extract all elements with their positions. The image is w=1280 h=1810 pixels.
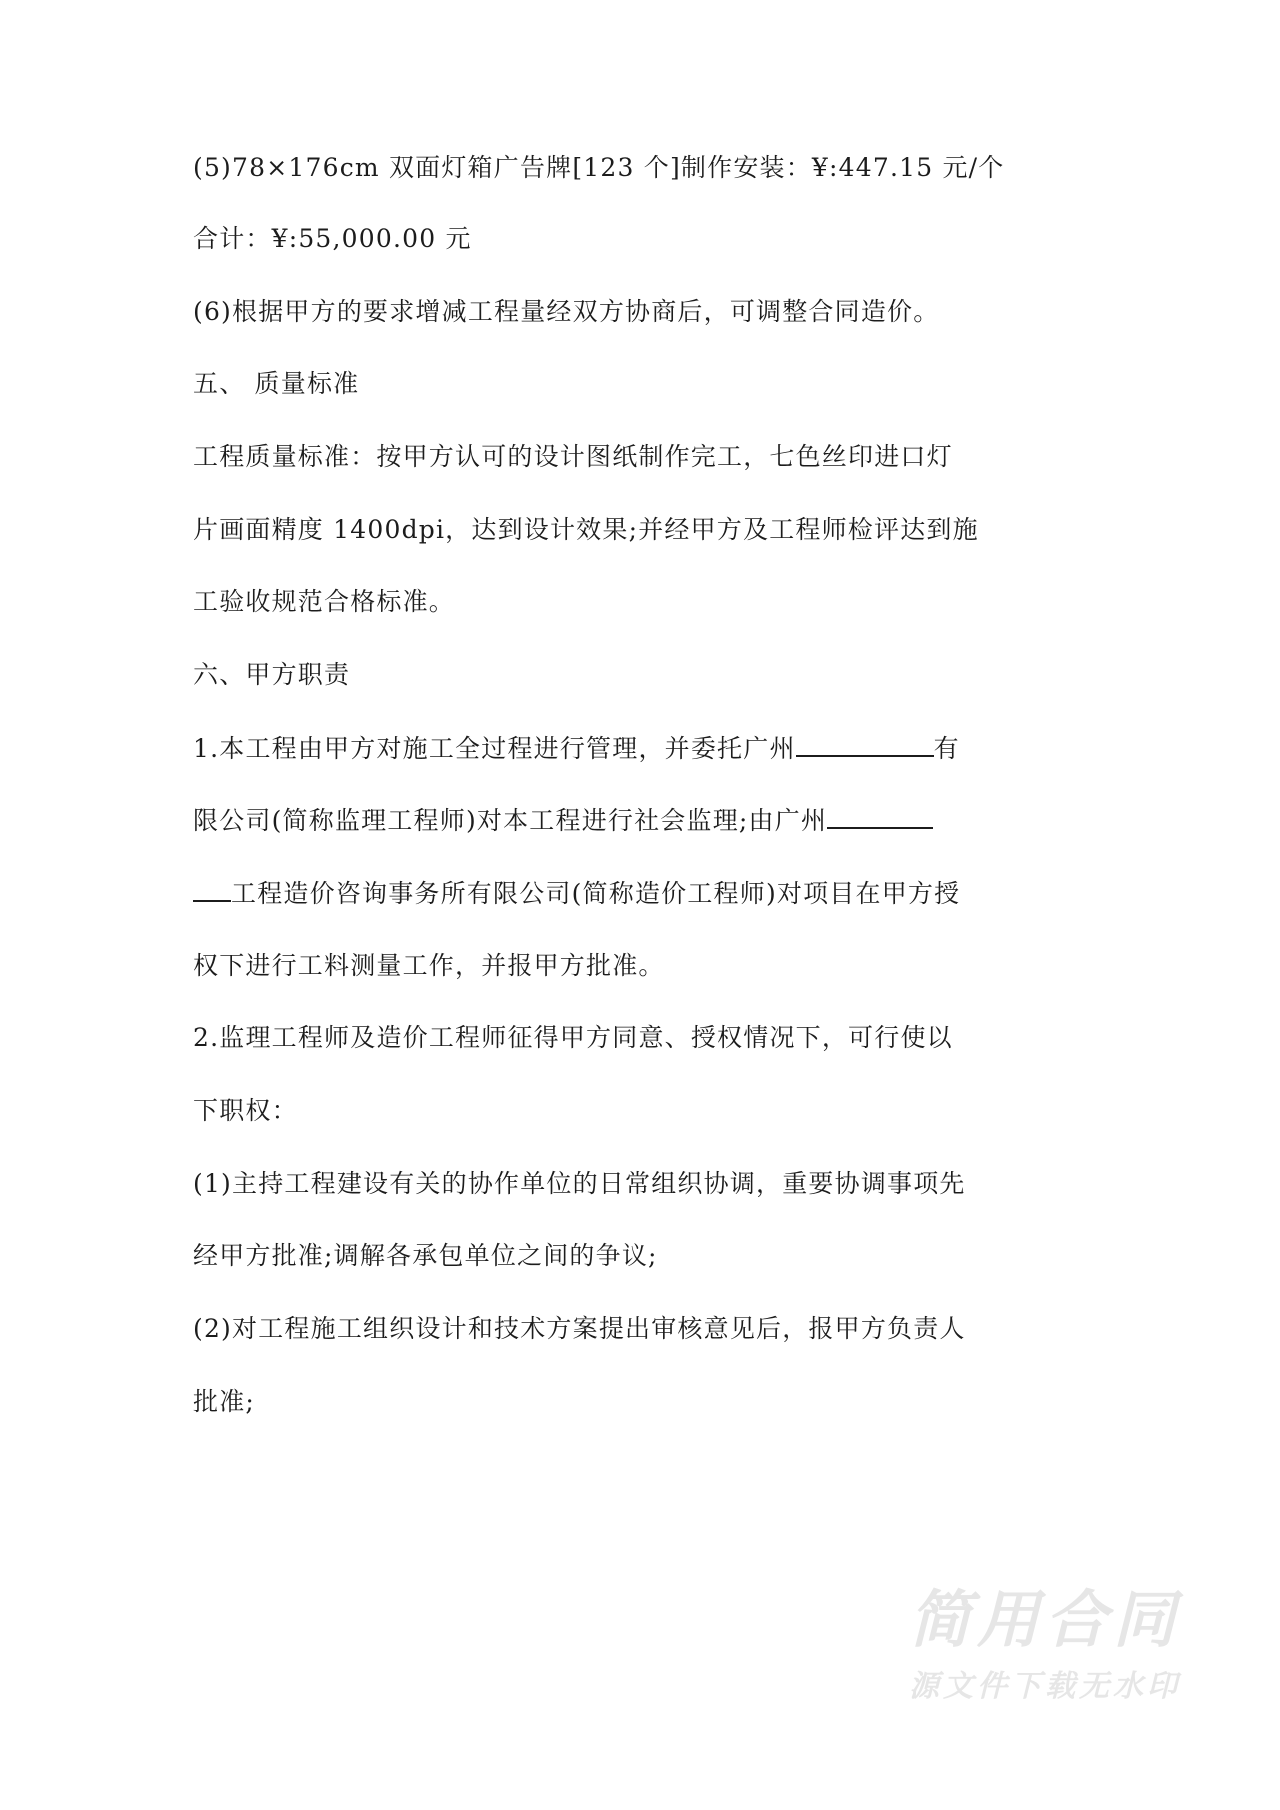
quality-line-1: 工程质量标准：按甲方认可的设计图纸制作完工，七色丝印进口灯	[193, 442, 953, 471]
item-6-line: (6)根据甲方的要求增减工程量经双方协商后，可调整合同造价。	[193, 297, 940, 326]
para-1-line-1-text: 1.本工程由甲方对施工全过程进行管理，并委托广州	[193, 734, 796, 763]
para-1-line-2	[193, 805, 933, 836]
quality-line-2: 片画面精度 1400dpi，达到设计效果;并经甲方及工程师检评达到施	[193, 515, 979, 544]
section-6-heading: 六、甲方职责	[193, 660, 351, 689]
para-1-line-1	[193, 733, 960, 764]
watermark-tagline: 源文件下载无水印	[909, 1669, 1181, 1704]
para-1-line-3-text: 工程造价咨询事务所有限公司(简称造价工程师)对项目在甲方授	[231, 879, 961, 908]
sub-1-line-2: 经甲方批准;调解各承包单位之间的争议;	[193, 1241, 658, 1270]
para-2-line-1: 2.监理工程师及造价工程师征得甲方同意、授权情况下，可行使以	[193, 1023, 953, 1052]
section-5-heading: 五、 质量标准	[193, 369, 360, 398]
watermark-brand: 简用合同	[908, 1583, 1181, 1656]
sub-1-line-1: (1)主持工程建设有关的协作单位的日常组织协调，重要协调事项先	[193, 1169, 966, 1198]
sub-2-line-2: 批准;	[193, 1387, 256, 1416]
para-1-line-4: 权下进行工料测量工作，并报甲方批准。	[193, 951, 665, 980]
para-1-line-3	[193, 878, 960, 909]
para-2-line-2: 下职权：	[193, 1096, 298, 1125]
para-1-line-1-end: 有	[933, 734, 960, 763]
total-line: 合计：¥:55,000.00 元	[193, 224, 472, 253]
sub-2-line-1: (2)对工程施工组织设计和技术方案提出审核意见后，报甲方负责人	[193, 1314, 966, 1343]
blank-fill-field	[827, 805, 933, 829]
blank-fill-field	[193, 878, 231, 902]
watermark	[880, 1585, 1210, 1707]
para-1-line-2-text: 限公司(简称监理工程师)对本工程进行社会监理;由广州	[193, 806, 828, 835]
item-5-line: (5)78×176cm 双面灯箱广告牌[123 个]制作安装：¥:447.15 元/个	[193, 153, 1005, 182]
quality-line-3: 工验收规范合格标准。	[193, 587, 456, 616]
blank-fill-field	[796, 733, 934, 757]
